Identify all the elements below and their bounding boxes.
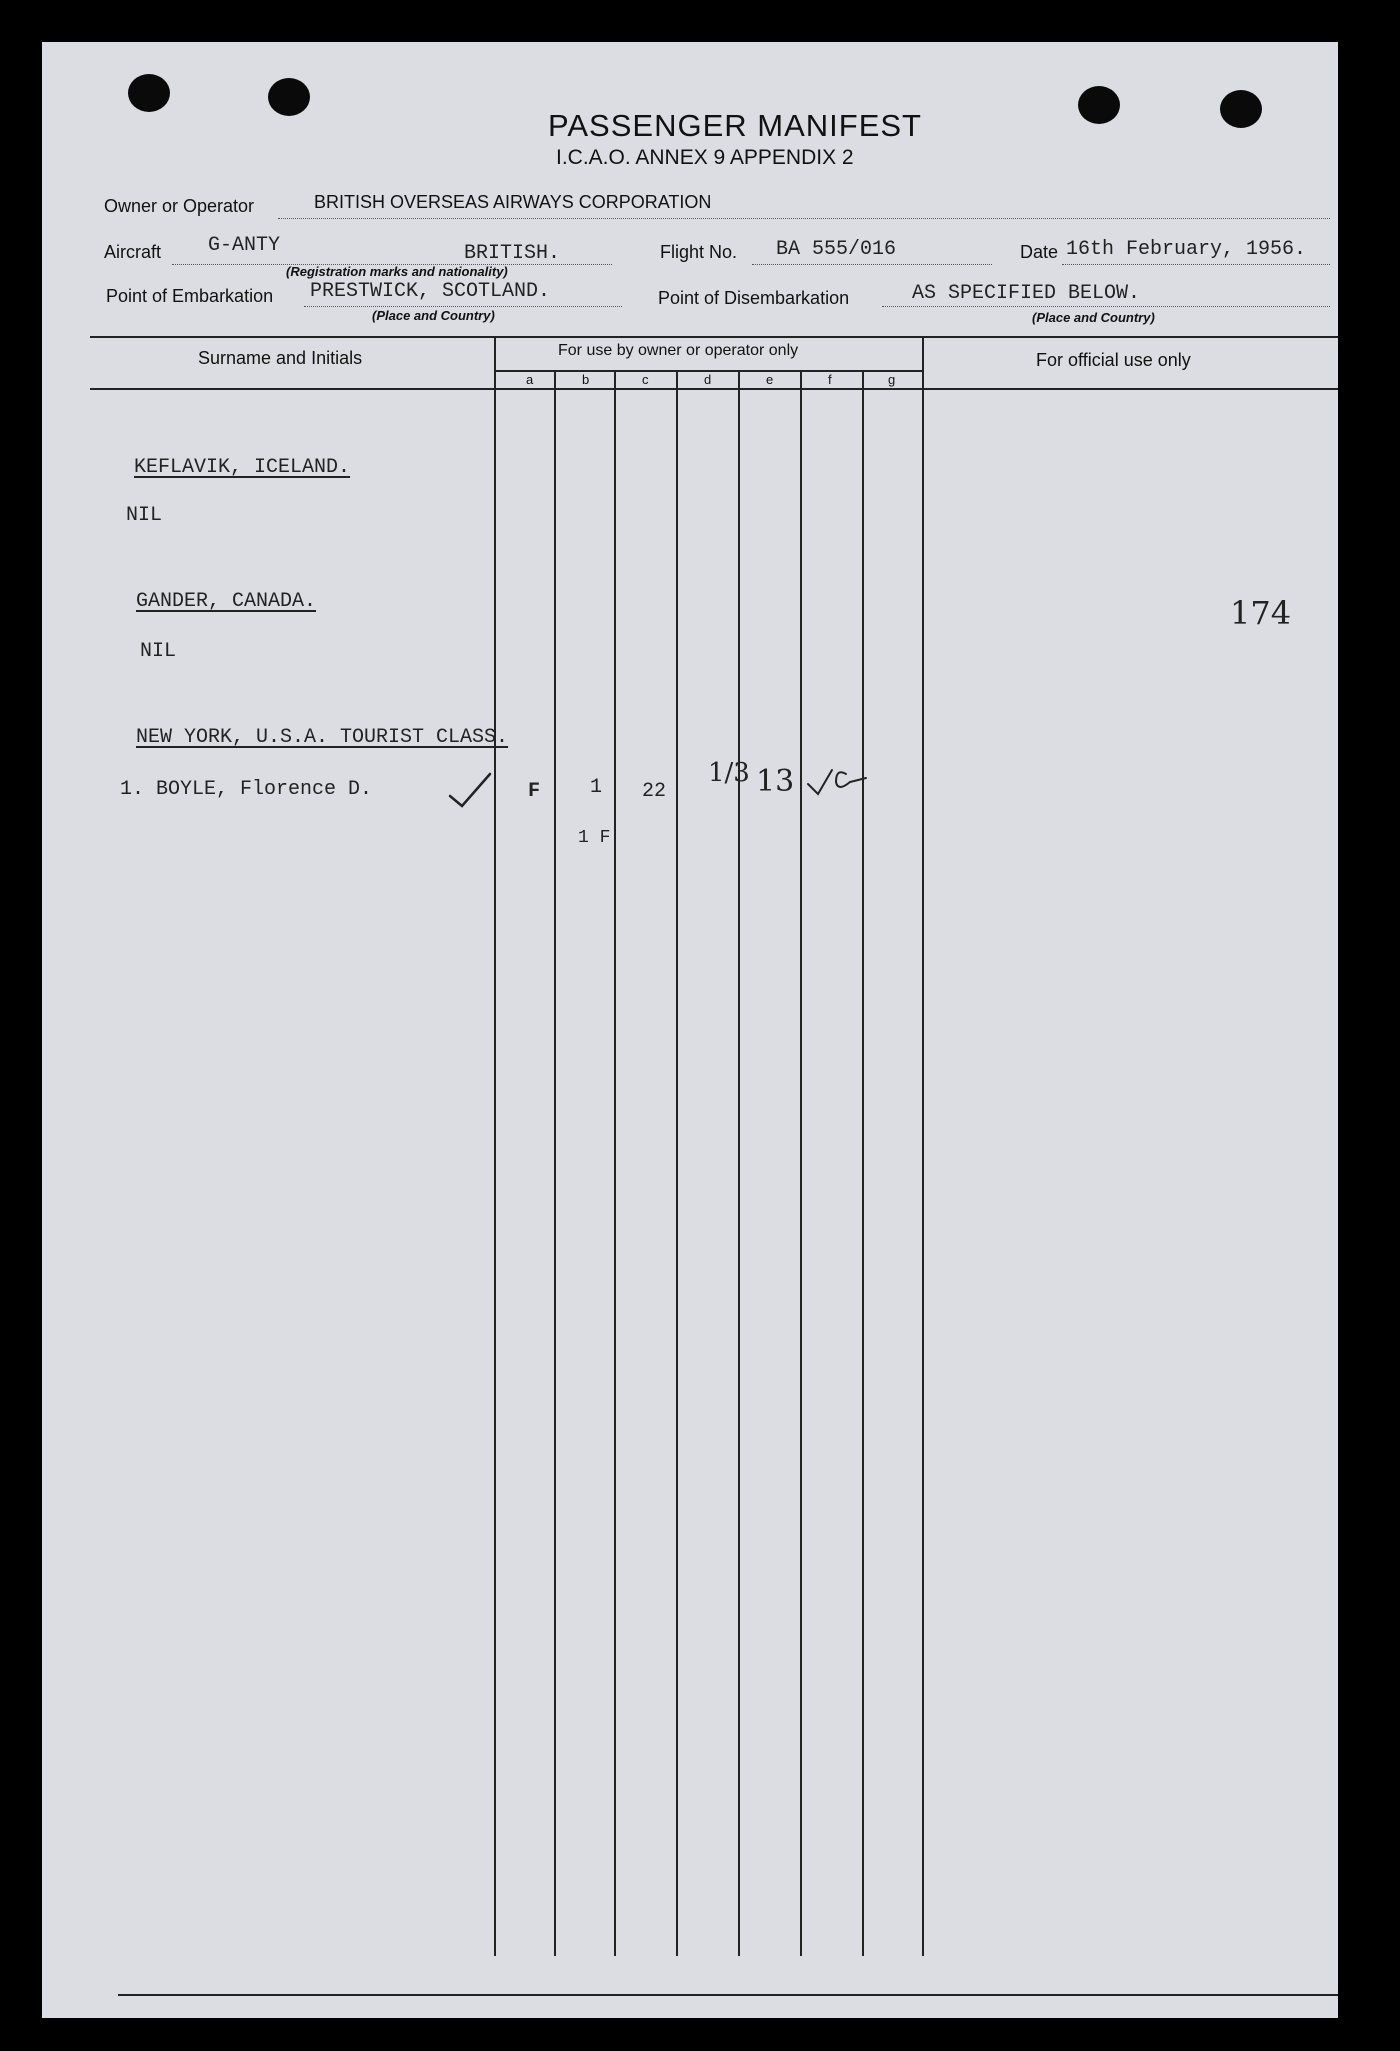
- handwritten-col-d: 1/3: [708, 758, 750, 788]
- owner-value: BRITISH OVERSEAS AIRWAYS CORPORATION: [314, 192, 712, 212]
- embarkation-dotted-line: [304, 306, 622, 307]
- stop-keflavik-nil: NIL: [126, 504, 163, 527]
- subcol-a-label: a: [526, 372, 534, 387]
- column-divider: [862, 370, 864, 1956]
- punch-hole: [1078, 86, 1120, 124]
- subcol-e-label: e: [766, 372, 774, 387]
- stop-new-york: NEW YORK, U.S.A. TOURIST CLASS.: [136, 726, 509, 749]
- col-official-header: For official use only: [1036, 350, 1191, 370]
- official-number: 174: [1230, 594, 1292, 632]
- stop-keflavik: KEFLAVIK, ICELAND.: [134, 456, 351, 479]
- aircraft-label: Aircraft: [104, 242, 162, 262]
- table-bottom-rule: [118, 1994, 1338, 1996]
- passenger-name: 1. BOYLE, Florence D.: [120, 778, 373, 801]
- stop-gander-nil: NIL: [140, 640, 177, 663]
- document-subtitle: I.C.A.O. ANNEX 9 APPENDIX 2: [556, 146, 854, 169]
- aircraft-value: G-ANTY: [208, 234, 281, 257]
- col-surname-header: Surname and Initials: [198, 348, 363, 368]
- column-divider: [554, 370, 556, 1956]
- subcol-c-label: c: [642, 372, 649, 387]
- column-divider: [614, 370, 616, 1956]
- subcol-f-label: f: [828, 372, 832, 387]
- nationality-value: BRITISH.: [464, 242, 561, 265]
- subcol-b-label: b: [582, 372, 590, 387]
- subcol-g-label: g: [888, 372, 896, 387]
- manifest-sheet: [42, 42, 1338, 2018]
- table-top-rule: [90, 336, 1338, 338]
- embarkation-label: Point of Embarkation: [106, 286, 274, 306]
- punch-hole: [1220, 90, 1262, 128]
- passenger-col-b-second: 1 F: [578, 828, 611, 848]
- table-header-rule: [90, 388, 1338, 390]
- flight-label: Flight No.: [660, 242, 738, 262]
- column-divider: [676, 370, 678, 1956]
- document-title: PASSENGER MANIFEST: [548, 108, 922, 143]
- disembarkation-note: (Place and Country): [1032, 310, 1155, 325]
- passenger-col-c: 22: [642, 780, 667, 803]
- stop-gander: GANDER, CANADA.: [136, 590, 317, 613]
- column-divider: [494, 336, 496, 1956]
- registration-note: (Registration marks and nationality): [286, 264, 508, 279]
- embarkation-value: PRESTWICK, SCOTLAND.: [310, 280, 551, 303]
- disembarkation-value: AS SPECIFIED BELOW.: [912, 282, 1141, 305]
- column-divider: [800, 370, 802, 1956]
- disembarkation-dotted-line: [882, 306, 1330, 307]
- flight-value: BA 555/016: [776, 238, 897, 261]
- subcol-d-label: d: [704, 372, 712, 387]
- col-owner-header: For use by owner or operator only: [558, 342, 799, 359]
- date-value: 16th February, 1956.: [1066, 238, 1307, 261]
- owner-dotted-line: [278, 218, 1330, 219]
- handwritten-col-e: 13: [756, 764, 795, 799]
- embarkation-note: (Place and Country): [372, 308, 495, 323]
- checkmark-icon: [446, 770, 494, 810]
- punch-hole: [268, 78, 310, 116]
- passenger-col-b: 1: [590, 776, 603, 799]
- disembarkation-label: Point of Disembarkation: [658, 288, 850, 308]
- handwritten-mark: [806, 764, 886, 800]
- date-dotted-line: [1062, 264, 1330, 265]
- column-divider: [922, 336, 924, 1956]
- flight-dotted-line: [752, 264, 992, 265]
- passenger-col-a: F: [528, 780, 541, 803]
- punch-hole: [128, 74, 170, 112]
- date-label: Date: [1020, 242, 1059, 262]
- owner-label: Owner or Operator: [104, 196, 255, 216]
- column-divider: [738, 370, 740, 1956]
